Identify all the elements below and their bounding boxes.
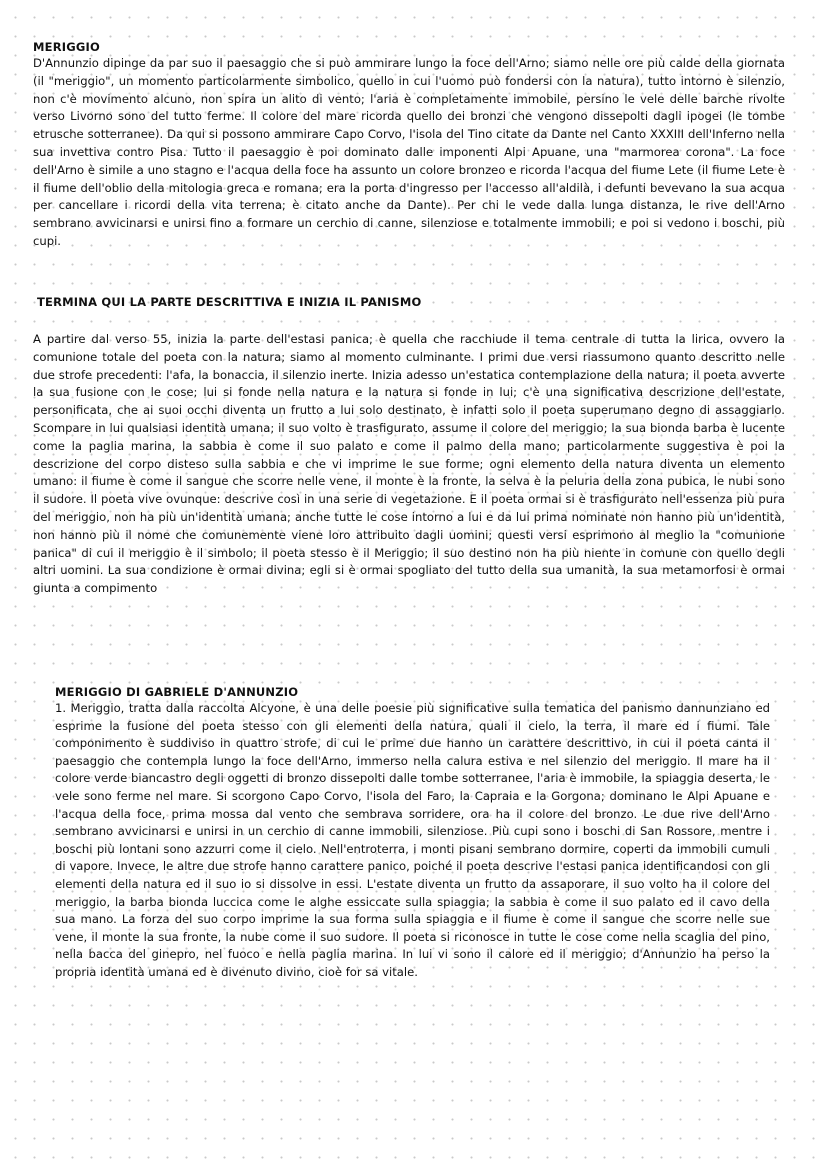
section-paragraph: A partire dal verso 55, inizia la parte dell'estasi panica; è quella che racchiude il tema centrale di tutta la lirica, ovvero la comunione totale del poeta con la natura; siamo al momento culminante. I primi due versi riassumono quanto descritto nelle due strofe precedenti: l'afa, la bonaccia, il silenzio inerte. Inizia adesso un'estatica contemplazione della natura; il poeta avverte la sua fusione con le cose; lui si fonde nella natura e la natura si fonde in lui; c'è una significativa descrizione dell'estate, personificata, che ai suoi occhi diventa un frutto a lui solo destinato, è infatti solo il poeta superumano degno di assaggiarlo. Scompare in lui qualsiasi identità umana; il suo volto è trasfigurato, assume il colore del meriggio; la sua bionda barba è lucente come la paglia marina, la sabbia è come il suo palato e come il palmo della mano; particolarmente suggestiva è poi la descrizione del corpo disteso sulla sabbia e che vi imprime le sue forme; ogni elemento della natura diventa un elemento umano: il fiume è come il sangue che scorre nelle vene, il monte è la fronte, la selva è la peluria della zona pubica, le nubi sono il sudore. Il poeta vive ovunque: descrive così in una serie di vegetazione. E il poeta ormai si è trasfigurato nell'essenza più pura del meriggio, non ha più un'identità umana; anche tutte le cose intorno a lui e da lui prima nominate non hanno più un'identità, non hanno più il nome che comunemente viene loro attribuito dagli uomini; questi versi esprimono al meglio la "comunione panica" di cui il meriggio è il simbolo; il poeta stesso è il Meriggio; il suo destino non ha più niente in comune con quello degli altri uomini. La sua condizione è ormai divina; egli si è ormai spogliato del tutto della sua umanità, la sua metamorfosi è ormai giunta a compimento	[33, 332, 785, 596]
section-title: MERIGGIO DI GABRIELE D'ANNUNZIO	[55, 685, 299, 699]
section-panismo	[33, 331, 785, 598]
section-paragraph: 1. Meriggio, tratta dalla raccolta Alcyone, è una delle poesie più significative sulla tematica del panismo dannunziano ed esprime la fusione del poeta stesso con gli elementi della natura, quali il cielo, la terra, il mare ed i fiumi. Tale componimento è suddiviso in quattro strofe, di cui le prime due hanno un carattere descrittivo, in cui il poeta canta il paesaggio che contempla lungo la foce dell'Arno, immerso nella calura estiva e nel silenzio del meriggio. Il mare ha il colore verde biancastro degli oggetti di bronzo dissepolti dalle tombe sotterranee, l'aria è immobile, la spiaggia deserta, le vele sono ferme nel mare. Si scorgono Capo Corvo, l'isola del Faro, la Capraia e la Gorgona; dominano le Alpi Apuane e l'acqua della foce, prima mossa dal vento che sembrava sorridere, ora ha il colore del bronzo. Le due rive dell'Arno sembrano avvicinarsi e unirsi in un cerchio di canne immobili, silenziose. Più cupi sono i boschi di San Rossore, mentre i boschi più lontani sono azzurri come il cielo. Nell'entroterra, i monti pisani sembrano dormire, coperti da immobili cumuli di vapore. Invece, le altre due strofe hanno carattere panico, poiché il poeta descrive l'estasi panica identificandosi con gli elementi della natura ed il suo io si dissolve in essi. L'estate diventa un frutto da assaporare, il suo volto ha il colore del meriggio, la barba bionda luccica come le alghe essiccate sulla spiaggia; la sabbia è come il suo palato ed il cavo della sua mano. La forza del suo corpo imprime la sua forma sulla spiaggia e il fiume è come il sangue che scorre nelle sue vene, il monte la sua fronte, la nube come il suo sudore. Il poeta si riconosce in tutte le cose come nella scaglia del pino, nella bacca del ginepro, nel fuoco e nella paglia marina. In lui vi sono il calore ed il meriggio; d'Annunzio ha perso la propria identità umana ed è divenuto divino, cioè for sa vitale.	[55, 701, 770, 979]
section-divider-heading	[37, 295, 785, 310]
section-meriggio-dannunzio	[55, 685, 770, 982]
section-paragraph: D'Annunzio dipinge da par suo il paesaggio che si può ammirare lungo la foce dell'Arno; siamo nelle ore più calde della giornata (il "meriggio", un momento particolarmente simbolico, quello in cui l'uomo può fondersi con la natura), tutto intorno è silenzio, non c'è movimento alcuno, non spira un alito di vento; l'aria è completamente immobile, persino le vele delle barche rivolte verso Livorno sono del tutto ferme. Il colore del mare ricorda quello dei bronzi che vengono dissepolti dagli ipogei (le tombe etrusche sotterranee). Da qui si possono ammirare Capo Corvo, l'isola del Tino citate da Dante nel Canto XXXIII dell'Inferno nella sua invettiva contro Pisa. Tutto il paesaggio è poi dominato dalle imponenti Alpi Apuane, una "marmorea corona". La foce dell'Arno è simile a uno stagno e l'acqua della foce ha assunto un colore bronzeo e ricorda l'acqua del fiume Lete (il fiume Lete è il fiume dell'oblio della mitologia greca e romana; era la porta d'ingresso per l'accesso all'aldilà, i defunti bevevano la sua acqua per cancellare i ricordi della vita terrena; è citato anche da Dante). Per chi le vede dalla lunga distanza, le rive dell'Arno sembrano avvicinarsi e unirsi fino a formare un cerchio di canne, silenziose e totalmente immobili; e poi si vedono i boschi, più cupi.	[33, 56, 785, 248]
section-title: MERIGGIO	[33, 40, 100, 54]
section-title: TERMINA QUI LA PARTE DESCRITTIVA E INIZIA IL PANISMO	[37, 295, 422, 309]
section-meriggio	[33, 40, 785, 251]
